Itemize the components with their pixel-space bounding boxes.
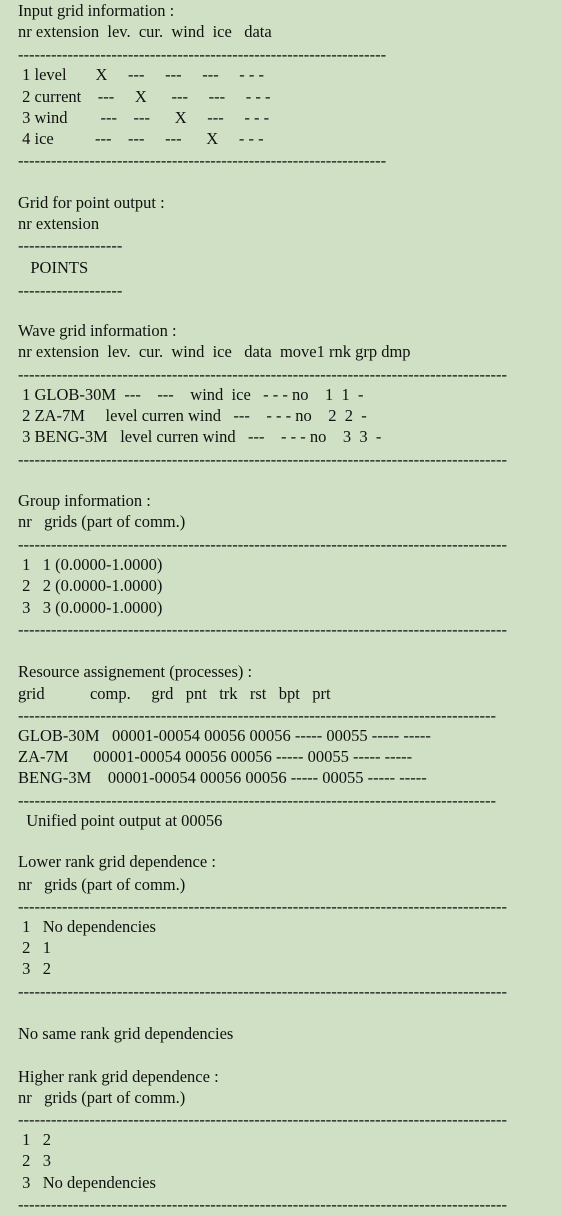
log-line: 3 BENG-3M level curren wind --- - - - no 3 3 - xyxy=(18,427,382,446)
log-line: 4 ice --- --- --- X - - - xyxy=(18,129,264,148)
log-line: 1 1 (0.0000-1.0000) xyxy=(18,555,163,574)
log-line: 2 2 (0.0000-1.0000) xyxy=(18,576,163,595)
log-line: 1 GLOB-30M --- --- wind ice - - - no 1 1 - xyxy=(18,385,364,404)
log-line: 1 level X --- --- --- - - - xyxy=(18,65,265,84)
log-line: nr extension lev. cur. wind ice data xyxy=(18,22,272,41)
separator-line: ----------------------------------------------------------------------------------------- xyxy=(18,450,508,469)
log-line: 2 current --- X --- --- - - - xyxy=(18,87,271,106)
separator-line: ----------------------------------------------------------------------------------------- xyxy=(18,897,508,916)
log-line: ZA-7M 00001-00054 00056 00056 ----- 00055 ----- ----- xyxy=(18,747,413,766)
separator-line: ----------------------------------------------------------------------------------------- xyxy=(18,365,508,384)
log-line: 1 2 xyxy=(18,1130,51,1149)
log-line: Unified point output at 00056 xyxy=(18,811,223,830)
separator-line: --------------------------------------------------------------------------------------- xyxy=(18,791,497,810)
log-line: No same rank grid dependencies xyxy=(18,1024,234,1043)
separator-line: ----------------------------------------------------------------------------------------- xyxy=(18,982,508,1001)
separator-line: ------------------- xyxy=(18,281,123,300)
log-line: nr grids (part of comm.) xyxy=(18,512,186,531)
log-line: Grid for point output : xyxy=(18,193,165,212)
log-line: Resource assignement (processes) : xyxy=(18,662,253,681)
log-line: Higher rank grid dependence : xyxy=(18,1067,219,1086)
log-line: BENG-3M 00001-00054 00056 00056 ----- 00055 ----- ----- xyxy=(18,768,427,787)
log-line: GLOB-30M 00001-00054 00056 00056 ----- 00055 ----- ----- xyxy=(18,726,431,745)
log-line: POINTS xyxy=(18,258,89,277)
log-line: 3 No dependencies xyxy=(18,1173,156,1192)
separator-line: ------------------- xyxy=(18,236,123,255)
log-line: 3 3 (0.0000-1.0000) xyxy=(18,598,163,617)
separator-line: ----------------------------------------------------------------------------------------- xyxy=(18,535,508,554)
separator-line: ----------------------------------------------------------------------------------------- xyxy=(18,620,508,639)
log-line: 2 1 xyxy=(18,938,51,957)
log-line: nr extension lev. cur. wind ice data move1 rnk grp dmp xyxy=(18,342,411,361)
separator-line: ------------------------------------------------------------------- xyxy=(18,45,387,64)
separator-line: --------------------------------------------------------------------------------------- xyxy=(18,706,497,725)
log-line: Lower rank grid dependence : xyxy=(18,852,216,871)
log-line: 1 No dependencies xyxy=(18,917,156,936)
separator-line: ----------------------------------------------------------------------------------------- xyxy=(18,1110,508,1129)
log-line: Group information : xyxy=(18,491,151,510)
log-line: 2 3 xyxy=(18,1151,51,1170)
log-line: nr extension xyxy=(18,214,100,233)
separator-line: ----------------------------------------------------------------------------------------- xyxy=(18,1195,508,1214)
log-line: Input grid information : xyxy=(18,1,175,20)
log-line: nr grids (part of comm.) xyxy=(18,875,186,894)
log-line: nr grids (part of comm.) xyxy=(18,1088,186,1107)
log-line: Wave grid information : xyxy=(18,321,177,340)
log-line: 3 wind --- --- X --- - - - xyxy=(18,108,270,127)
log-line: grid comp. grd pnt trk rst bpt prt xyxy=(18,684,331,703)
separator-line: ------------------------------------------------------------------- xyxy=(18,151,387,170)
log-line: 3 2 xyxy=(18,959,51,978)
log-line: 2 ZA-7M level curren wind --- - - - no 2 2 - xyxy=(18,406,367,425)
